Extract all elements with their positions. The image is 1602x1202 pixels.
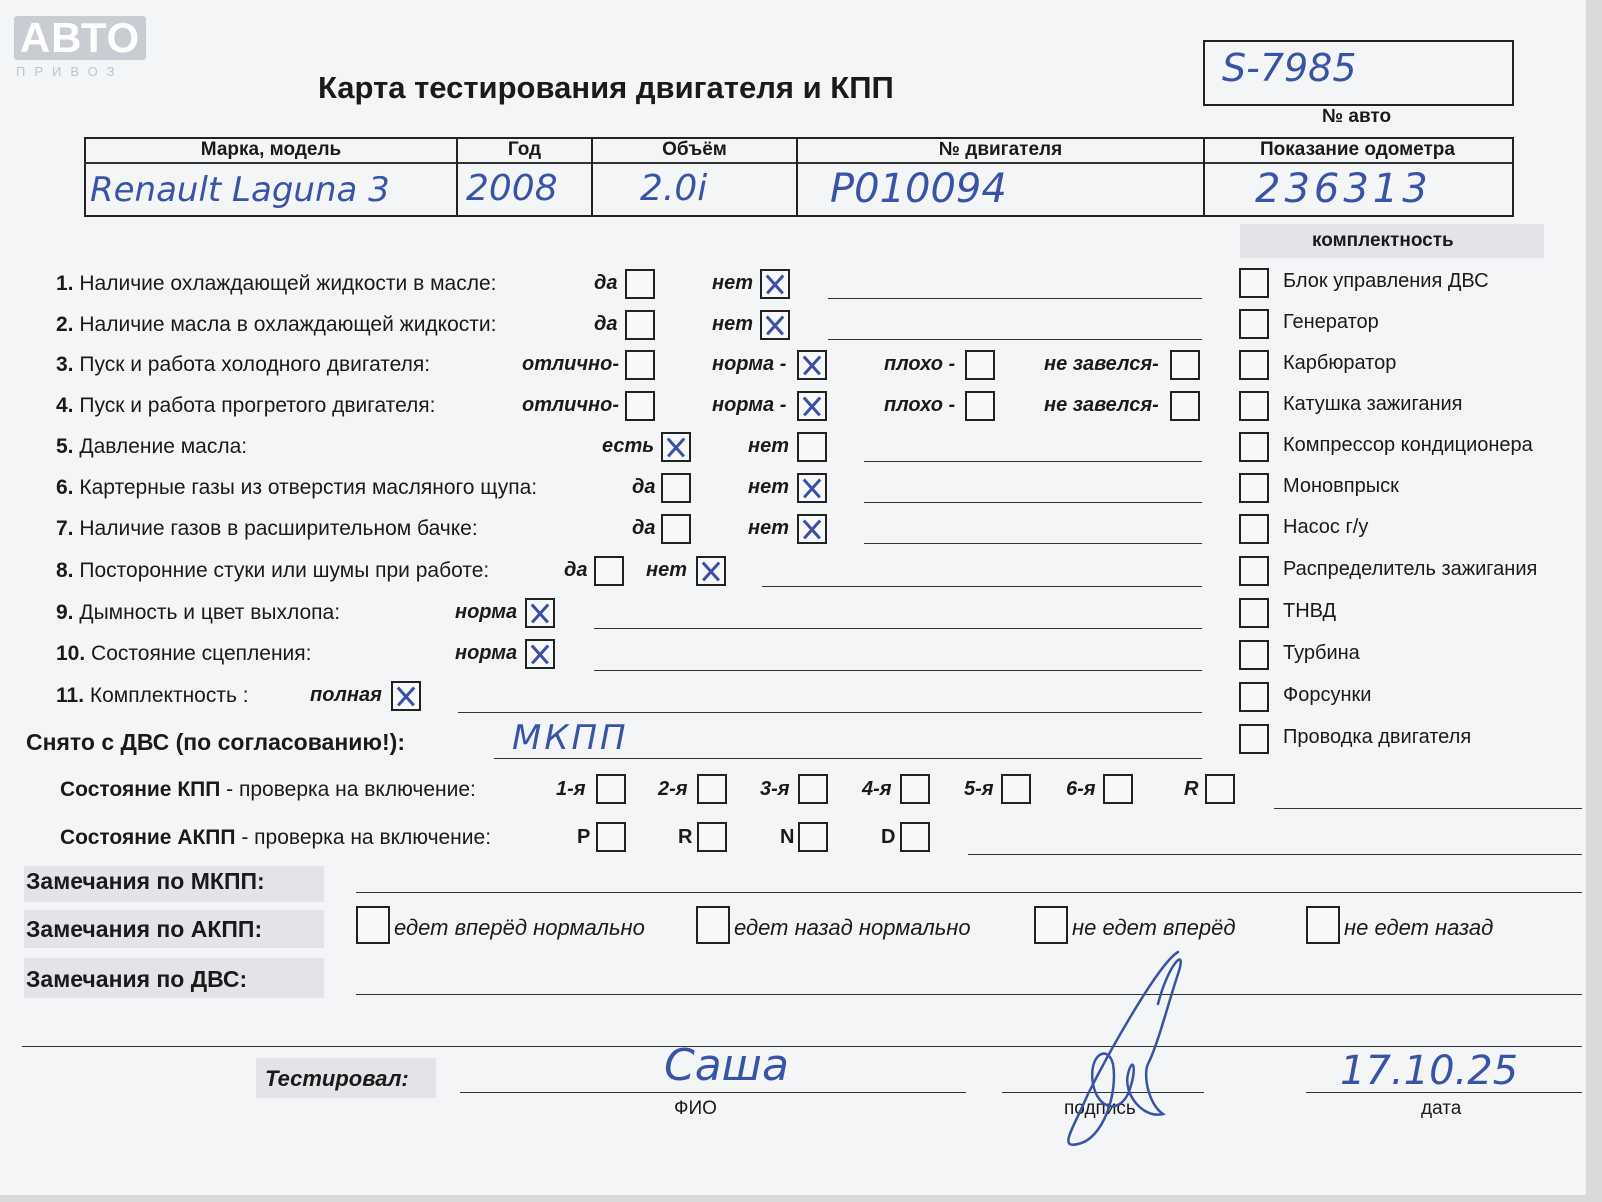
- removed-value: МКПП: [512, 718, 629, 758]
- page-title: Карта тестирования двигателя и КПП: [318, 70, 894, 105]
- completeness-checkbox[interactable]: [1239, 268, 1269, 298]
- kpp-gear-checkbox[interactable]: [798, 774, 828, 804]
- completeness-checkbox[interactable]: [1239, 682, 1269, 712]
- option-ne-zavelsya: не завелся-: [1044, 353, 1159, 375]
- check-number: 10.: [56, 642, 86, 665]
- note-line[interactable]: [594, 628, 1202, 629]
- completeness-item: Распределитель зажигания: [1283, 558, 1538, 580]
- option-norma: норма -: [712, 394, 787, 416]
- kpp-note-line[interactable]: [1274, 808, 1582, 809]
- option-ploho: плохо -: [884, 394, 956, 416]
- check-4-ne-zavelsya-checkbox[interactable]: [1170, 391, 1200, 421]
- check-3-ne-zavelsya-checkbox[interactable]: [1170, 350, 1200, 380]
- check-row-8: [56, 559, 489, 583]
- option-otlichno: отлично-: [522, 353, 620, 375]
- signature-caption: подпись: [1064, 1098, 1136, 1119]
- check-number: 3.: [56, 353, 74, 376]
- check-text: Наличие охлаждающей жидкости в масле:: [79, 272, 497, 295]
- completeness-item: Катушка зажигания: [1283, 393, 1463, 415]
- check-row-5: [56, 435, 247, 459]
- kpp-gear-checkbox[interactable]: [1001, 774, 1031, 804]
- signature-scribble: [1048, 944, 1198, 1154]
- check-row-9: [56, 601, 340, 625]
- akpp-label-rest: - проверка на включение:: [235, 826, 492, 849]
- akpp-remark-option: едет вперёд нормально: [394, 915, 645, 940]
- value-year: 2008: [466, 168, 558, 209]
- test-date: 17.10.25: [1340, 1048, 1519, 1094]
- check-5-est-checkbox[interactable]: [661, 432, 691, 462]
- check-row-10: [56, 642, 311, 666]
- remarks-extra-line[interactable]: [22, 1046, 1582, 1047]
- header-year: Год: [507, 139, 542, 160]
- completeness-checkbox[interactable]: [1239, 556, 1269, 586]
- akpp-remark-checkbox[interactable]: [1306, 906, 1340, 944]
- name-caption: ФИО: [674, 1098, 717, 1119]
- option-polnaya: полная: [310, 684, 382, 706]
- check-2-da-checkbox[interactable]: [625, 310, 655, 340]
- removed-line[interactable]: [494, 758, 1202, 759]
- check-number: 5.: [56, 435, 74, 458]
- check-text: Дымность и цвет выхлопа:: [79, 601, 341, 624]
- akpp-mode-checkbox[interactable]: [697, 822, 727, 852]
- remarks-dvs-label: Замечания по ДВС:: [26, 966, 248, 992]
- option-da: да: [632, 517, 656, 539]
- check-text: Комплектность :: [89, 684, 249, 707]
- kpp-gear-label: 6-я: [1066, 778, 1096, 800]
- check-row-1: [56, 272, 496, 296]
- completeness-checkbox[interactable]: [1239, 598, 1269, 628]
- check-2-net-checkbox[interactable]: [760, 310, 790, 340]
- note-line[interactable]: [864, 543, 1202, 544]
- header-make-model: Марка, модель: [200, 139, 342, 160]
- avto-logo: АВТО: [14, 16, 146, 60]
- kpp-gear-checkbox[interactable]: [697, 774, 727, 804]
- completeness-item: Турбина: [1283, 642, 1360, 664]
- akpp-remark-checkbox[interactable]: [696, 906, 730, 944]
- akpp-mode-label: N: [780, 826, 795, 848]
- check-8-da-checkbox[interactable]: [594, 556, 624, 586]
- completeness-checkbox[interactable]: [1239, 640, 1269, 670]
- kpp-gear-label: 5-я: [964, 778, 994, 800]
- check-1-da-checkbox[interactable]: [625, 269, 655, 299]
- tester-name: Саша: [664, 1040, 789, 1091]
- check-1-net-checkbox[interactable]: [760, 269, 790, 299]
- check-7-net-checkbox[interactable]: [797, 514, 827, 544]
- kpp-gear-checkbox[interactable]: [596, 774, 626, 804]
- option-est: есть: [602, 435, 655, 457]
- remarks-akpp-label: Замечания по АКПП:: [26, 916, 263, 942]
- check-5-net-checkbox[interactable]: [797, 432, 827, 462]
- completeness-item: Проводка двигателя: [1283, 726, 1472, 748]
- auto-number-value: S-7985: [1222, 46, 1357, 90]
- option-da: да: [632, 476, 656, 498]
- header-volume: Объём: [662, 139, 727, 160]
- kpp-gear-label: 3-я: [760, 778, 790, 800]
- value-make-model: Renault Laguna 3: [90, 170, 390, 210]
- check-row-6: [56, 476, 537, 500]
- akpp-remark-checkbox[interactable]: [1034, 906, 1068, 944]
- akpp-mode-label: D: [881, 826, 896, 848]
- kpp-gear-label: 1-я: [556, 778, 586, 800]
- note-line[interactable]: [828, 339, 1202, 340]
- check-row-11: [56, 684, 249, 708]
- completeness-item: Компрессор кондиционера: [1283, 434, 1533, 456]
- check-4-norma-checkbox[interactable]: [797, 391, 827, 421]
- kpp-label: [60, 778, 476, 802]
- completeness-item: Моновпрыск: [1283, 475, 1399, 497]
- removed-label: Снято с ДВС (по согласованию!):: [26, 729, 405, 755]
- option-net: нет: [748, 476, 789, 498]
- check-number: 7.: [56, 517, 74, 540]
- option-norma: норма: [455, 601, 518, 623]
- check-text: Наличие газов в расширительном бачке:: [79, 517, 478, 540]
- check-3-ploho-checkbox[interactable]: [965, 350, 995, 380]
- note-line[interactable]: [458, 712, 1202, 713]
- option-da: да: [594, 272, 618, 294]
- remarks-mkpp-line[interactable]: [356, 892, 1582, 893]
- option-da: да: [564, 559, 588, 581]
- remarks-dvs-line[interactable]: [356, 994, 1582, 995]
- option-da: да: [594, 313, 618, 335]
- akpp-remark-checkbox[interactable]: [356, 906, 390, 944]
- option-net: нет: [646, 559, 687, 581]
- akpp-mode-checkbox[interactable]: [798, 822, 828, 852]
- check-10-norma-checkbox[interactable]: [525, 639, 555, 669]
- check-number: 8.: [56, 559, 74, 582]
- note-line[interactable]: [762, 586, 1202, 587]
- option-net: нет: [712, 313, 753, 335]
- option-norma: норма -: [712, 353, 787, 375]
- check-4-otlichno-checkbox[interactable]: [625, 391, 655, 421]
- completeness-checkbox[interactable]: [1239, 391, 1269, 421]
- value-volume: 2.0i: [640, 168, 708, 209]
- akpp-remark-option: не едет назад: [1344, 915, 1494, 940]
- auto-number-label: № авто: [1321, 106, 1392, 127]
- option-net: нет: [712, 272, 753, 294]
- check-3-norma-checkbox[interactable]: [797, 350, 827, 380]
- value-odometer: 236313: [1255, 166, 1432, 212]
- header-engine-no: № двигателя: [938, 139, 1063, 160]
- check-row-3: [56, 353, 430, 377]
- check-8-net-checkbox[interactable]: [696, 556, 726, 586]
- option-net: нет: [748, 435, 789, 457]
- completeness-item: Карбюратор: [1283, 352, 1397, 374]
- note-line[interactable]: [594, 670, 1202, 671]
- value-engine-no: P010094: [830, 166, 1007, 212]
- akpp-mode-label: R: [678, 826, 693, 848]
- check-3-otlichno-checkbox[interactable]: [625, 350, 655, 380]
- completeness-item: Насос г/у: [1283, 516, 1369, 538]
- completeness-checkbox[interactable]: [1239, 350, 1269, 380]
- option-ploho: плохо -: [884, 353, 956, 375]
- completeness-checkbox[interactable]: [1239, 514, 1269, 544]
- completeness-item: Блок управления ДВС: [1283, 270, 1489, 292]
- check-4-ploho-checkbox[interactable]: [965, 391, 995, 421]
- completeness-checkbox[interactable]: [1239, 309, 1269, 339]
- akpp-label: [60, 826, 491, 850]
- check-7-da-checkbox[interactable]: [661, 514, 691, 544]
- check-row-7: [56, 517, 478, 541]
- akpp-remark-option: едет назад нормально: [734, 915, 971, 940]
- check-text: Наличие масла в охлаждающей жидкости:: [79, 313, 497, 336]
- akpp-mode-checkbox[interactable]: [900, 822, 930, 852]
- check-text: Пуск и работа прогретого двигателя:: [79, 394, 436, 417]
- table-header-divider: [84, 162, 1512, 164]
- kpp-label-bold: Состояние КПП: [60, 778, 221, 801]
- note-line[interactable]: [864, 502, 1202, 503]
- completeness-title: комплектность: [1312, 230, 1454, 251]
- completeness-checkbox[interactable]: [1239, 724, 1269, 754]
- kpp-gear-label: 4-я: [862, 778, 892, 800]
- note-line[interactable]: [864, 461, 1202, 462]
- check-text: Картерные газы из отверстия масляного щупа:: [79, 476, 538, 499]
- check-number: 4.: [56, 394, 74, 417]
- check-text: Пуск и работа холодного двигателя:: [79, 353, 431, 376]
- check-number: 11.: [56, 684, 85, 707]
- kpp-gear-label: 2-я: [658, 778, 688, 800]
- completeness-checkbox[interactable]: [1239, 473, 1269, 503]
- check-11-polnaya-checkbox[interactable]: [391, 681, 421, 711]
- kpp-label-rest: - проверка на включение:: [220, 778, 476, 801]
- remarks-mkpp-label: Замечания по МКПП:: [26, 868, 265, 894]
- akpp-remark-option: не едет вперёд: [1072, 915, 1236, 940]
- akpp-mode-label: P: [577, 826, 591, 848]
- name-line[interactable]: [460, 1092, 966, 1093]
- check-row-4: [56, 394, 436, 418]
- kpp-gear-checkbox[interactable]: [1103, 774, 1133, 804]
- completeness-item: Форсунки: [1283, 684, 1372, 706]
- logo-subtitle: ПРИВОЗ: [16, 64, 124, 79]
- check-number: 2.: [56, 313, 74, 336]
- header-odometer: Показание одометра: [1260, 139, 1455, 160]
- akpp-note-line[interactable]: [968, 854, 1582, 855]
- option-otlichno: отлично-: [522, 394, 620, 416]
- option-norma: норма: [455, 642, 518, 664]
- check-9-norma-checkbox[interactable]: [525, 598, 555, 628]
- check-row-2: [56, 313, 496, 337]
- option-net: нет: [748, 517, 789, 539]
- check-text: Состояние сцепления:: [91, 642, 312, 665]
- check-number: 6.: [56, 476, 74, 499]
- check-text: Давление масла:: [79, 435, 248, 458]
- completeness-item: ТНВД: [1283, 600, 1337, 622]
- note-line[interactable]: [828, 298, 1202, 299]
- check-6-da-checkbox[interactable]: [661, 473, 691, 503]
- completeness-checkbox[interactable]: [1239, 432, 1269, 462]
- tested-by-label: Тестировал:: [265, 1066, 409, 1091]
- kpp-gear-checkbox[interactable]: [900, 774, 930, 804]
- check-text: Посторонние стуки или шумы при работе:: [79, 559, 490, 582]
- kpp-gear-checkbox[interactable]: [1205, 774, 1235, 804]
- akpp-mode-checkbox[interactable]: [596, 822, 626, 852]
- option-ne-zavelsya: не завелся-: [1044, 394, 1159, 416]
- completeness-item: Генератор: [1283, 311, 1379, 333]
- check-6-net-checkbox[interactable]: [797, 473, 827, 503]
- date-caption: дата: [1421, 1098, 1462, 1119]
- check-number: 9.: [56, 601, 74, 624]
- check-number: 1.: [56, 272, 74, 295]
- akpp-label-bold: Состояние АКПП: [60, 826, 236, 849]
- kpp-gear-label: R: [1184, 778, 1199, 800]
